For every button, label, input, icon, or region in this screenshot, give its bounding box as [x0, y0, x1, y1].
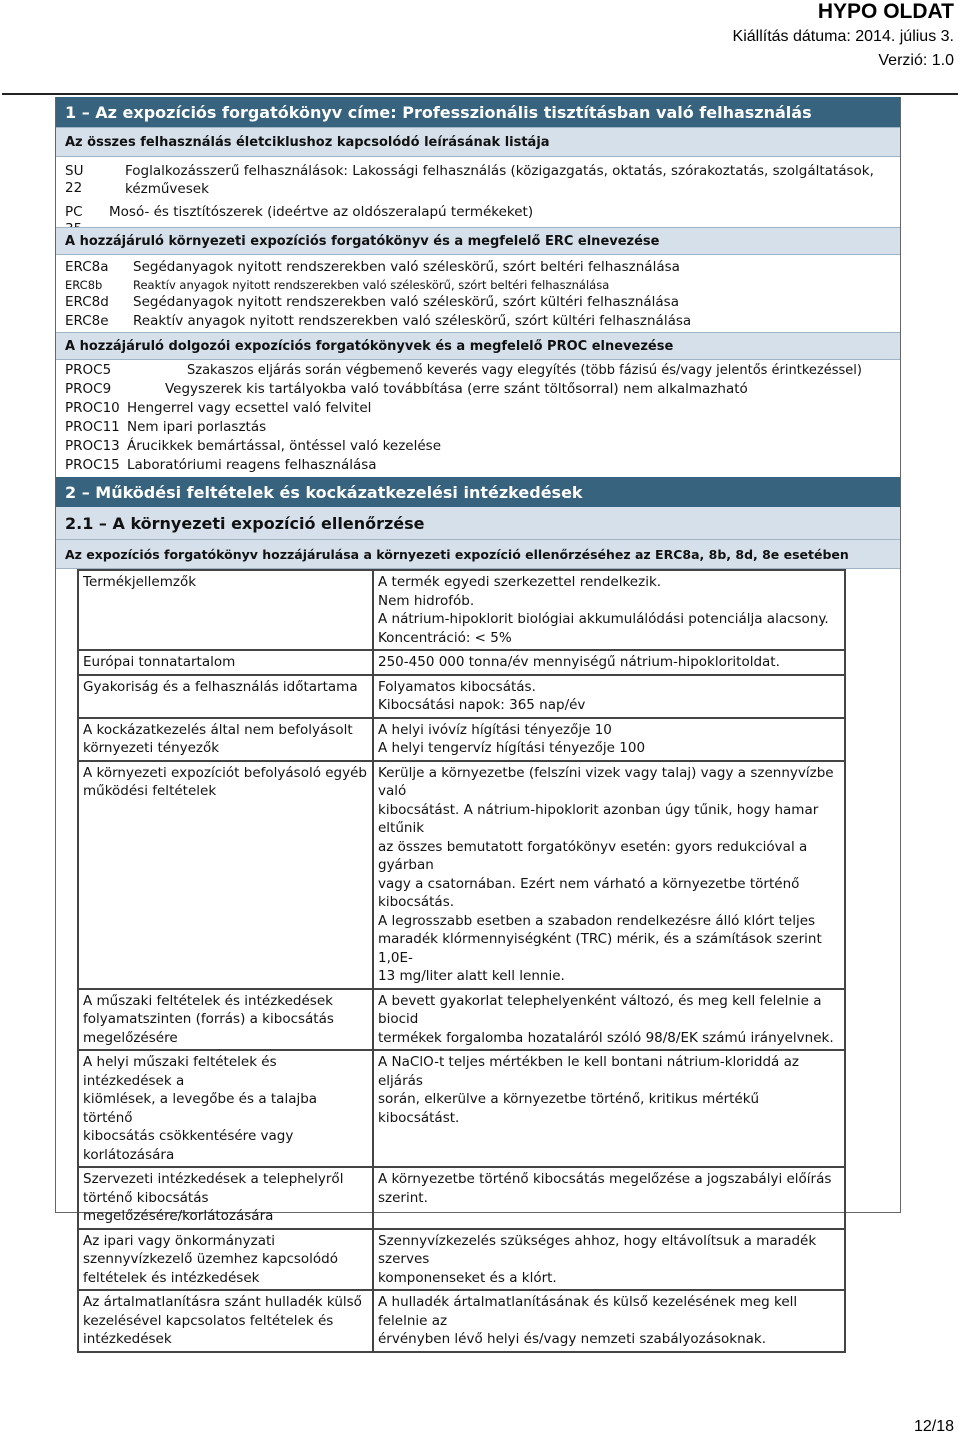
condition-label-line: Az ártalmatlanításra szánt hulladék külső	[83, 1294, 362, 1310]
condition-label	[78, 650, 373, 675]
condition-value-line: A nátrium-hipoklorit biológiai akkumulálódási potenciálja alacsony.	[378, 611, 829, 627]
proc-text: Nem ipari porlasztás	[127, 419, 267, 435]
proc-text: Laboratóriumi reagens felhasználása	[127, 457, 377, 473]
table-row	[78, 718, 845, 761]
proc-code: PROC15	[65, 457, 120, 473]
condition-label	[78, 675, 373, 718]
condition-label-line: A kockázatkezelés által nem befolyásolt	[83, 721, 353, 738]
condition-label-line: A műszaki feltételek és intézkedések	[83, 992, 333, 1009]
use-code: PC	[65, 204, 83, 220]
condition-value	[373, 1167, 845, 1229]
erc-text: Reaktív anyagok nyitott rendszerekben való széleskörű, szórt kültéri felhasználása	[133, 313, 692, 329]
exposure-scenario-document	[55, 97, 901, 1347]
condition-value-line: A helyi tengervíz hígítási tényezője 100	[378, 740, 646, 756]
condition-value-line: Kibocsátási napok: 365 nap/év	[378, 697, 586, 713]
condition-value-line: A legrosszabb esetben a szabadon rendelkezésre álló klórt teljes	[378, 912, 816, 929]
condition-label-line: megelőzésére/korlátozására	[83, 1208, 274, 1224]
condition-value-line: A helyi ivóvíz hígítási tényezője 10	[378, 721, 612, 738]
use-code: SU 22	[65, 163, 84, 196]
condition-label-line: intézkedések	[83, 1331, 172, 1347]
condition-label-line: történő kibocsátás	[83, 1189, 209, 1206]
table-row	[78, 761, 845, 989]
condition-value	[373, 1050, 845, 1167]
condition-label-line: kezelésével kapcsolatos feltételek és	[83, 1312, 334, 1329]
table-row	[78, 570, 845, 650]
proc-text: Vegyszerek kis tartályokba való továbbítása (erre szánt töltősorral) nem alkalmazható	[165, 381, 748, 397]
section1-title: 1 – Az expozíciós forgatókönyv címe: Professzionális tisztításban való felhasználás	[56, 97, 900, 127]
condition-value-line: érvényben lévő helyi és/vagy nemzeti szabályozásoknak.	[378, 1331, 767, 1347]
table-row	[78, 1229, 845, 1291]
proc-text: Árucikkek bemártással, öntéssel való kezelése	[127, 438, 441, 454]
condition-value-line: vagy a csatornában. Ezért nem várható a környezetbe történő kibocsátás.	[378, 875, 800, 910]
erc-code: ERC8b	[65, 278, 103, 292]
condition-label-line: A környezeti expozíciót befolyásoló egyéb	[83, 764, 367, 781]
condition-label-line: folyamatszinten (forrás) a kibocsátás	[83, 1011, 334, 1027]
use-text: Mosó- és tisztítószerek (ideértve az oldószeralapú termékeket)	[109, 204, 534, 220]
condition-label-line: működési feltételek	[83, 783, 217, 799]
condition-value-line: A NaClO-t teljes mértékben le kell bontani nátrium-kloriddá az eljárás	[378, 1054, 799, 1089]
condition-label	[78, 989, 373, 1051]
condition-label-line: kibocsátás csökkentésére vagy	[83, 1128, 294, 1144]
proc-text: Hengerrel vagy ecsettel való felvitel	[127, 400, 372, 416]
table-row	[78, 1050, 845, 1167]
condition-value	[373, 570, 845, 650]
condition-value-line: termékek forgalomba hozataláról szóló 98/8/EK számú irányelvnek.	[378, 1029, 834, 1046]
environmental-exposure-table	[77, 569, 846, 1353]
issue-date: Kiállítás dátuma: 2014. július 3.	[732, 28, 954, 45]
condition-value	[373, 989, 845, 1051]
condition-value	[373, 650, 845, 675]
erc-code: ERC8a	[65, 259, 109, 275]
lifecycle-heading: Az összes felhasználás életciklushoz kapcsolódó leírásának listája	[56, 127, 900, 157]
condition-value-line: Nem hidrofób.	[378, 592, 475, 609]
header-divider	[2, 93, 958, 95]
page-number: 12/18	[913, 1418, 954, 1435]
table-row	[78, 1290, 845, 1352]
erc-heading: A hozzájáruló környezeti expozíciós forgatókönyv és a megfelelő ERC elnevezése	[56, 227, 900, 255]
proc-code: PROC10	[65, 400, 120, 416]
condition-value	[373, 1290, 845, 1352]
condition-label-line: megelőzésére	[83, 1029, 178, 1046]
erc-code: ERC8d	[65, 294, 109, 310]
table-row	[78, 1167, 845, 1229]
proc-text: Szakaszos eljárás során végbemenő keverés vagy elegyítés (több fázisú és/vagy jelentős érintkezéssel)	[187, 363, 862, 378]
erc-text: Segédanyagok nyitott rendszerekben való széleskörű, szórt kültéri felhasználása	[133, 294, 679, 310]
erc-text: Reaktív anyagok nyitott rendszerekben való széleskörű, szórt beltéri felhasználása	[133, 278, 610, 292]
condition-value-line: Koncentráció: < 5%	[378, 629, 512, 646]
condition-value-line: A bevett gyakorlat telephelyenként változó, és meg kell felelnie a biocid	[378, 992, 822, 1027]
section2-1-title: 2.1 – A környezeti expozíció ellenőrzése	[56, 507, 900, 539]
condition-value-line: Kerülje a környezetbe (felszíni vizek vagy talaj) vagy a szennyvízbe való	[378, 764, 834, 799]
condition-value-line: Szennyvízkezelés szükséges ahhoz, hogy eltávolítsuk a maradék szerves	[378, 1232, 817, 1267]
condition-value-line: az összes bemutatott forgatókönyv esetén: gyors redukcióval a gyárban	[378, 838, 808, 873]
condition-value-line: szerint.	[378, 1189, 428, 1206]
condition-label	[78, 570, 373, 650]
condition-value	[373, 1229, 845, 1291]
condition-value-line: komponenseket és a klórt.	[378, 1269, 557, 1286]
condition-value	[373, 718, 845, 761]
condition-label	[78, 761, 373, 989]
version: Verzió: 1.0	[878, 52, 954, 69]
document-title: HYPO OLDAT	[817, 0, 954, 23]
condition-value-line: 250-450 000 tonna/év mennyiségű nátrium-hipokloritoldat.	[378, 654, 780, 670]
use-text: kézművesek	[125, 181, 209, 197]
condition-label	[78, 1050, 373, 1167]
erc-text: Segédanyagok nyitott rendszerekben való széleskörű, szórt beltéri felhasználása	[133, 259, 680, 275]
condition-value-line: A termék egyedi szerkezettel rendelkezik.	[378, 574, 662, 590]
use-text: Foglalkozásszerű felhasználások: Lakossági felhasználás (közigazgatás, oktatás, szórakoztatás, szolgáltatások,	[125, 163, 874, 179]
condition-value-line: maradék klórmennyiségként (TRC) mérik, és a számítások szerint 1,0E-	[378, 931, 822, 966]
condition-label-line: Gyakoriság és a felhasználás időtartama	[83, 678, 358, 695]
proc-code: PROC11	[65, 419, 120, 435]
condition-label-line: Szervezeti intézkedések a telephelyről	[83, 1171, 344, 1187]
condition-label	[78, 1167, 373, 1229]
condition-value-line: A hulladék ártalmatlanításának és külső kezelésének meg kell felelnie az	[378, 1294, 798, 1329]
condition-label-line: Az ipari vagy önkormányzati	[83, 1232, 276, 1249]
condition-label-line: Termékjellemzők	[83, 574, 197, 590]
proc-code: PROC5	[65, 362, 112, 378]
table-row	[78, 650, 845, 675]
proc-code: PROC13	[65, 438, 120, 454]
condition-label-line: Európai tonnatartalom	[83, 654, 236, 670]
condition-value-line: Folyamatos kibocsátás.	[378, 678, 536, 695]
table-row	[78, 675, 845, 718]
condition-value-line: kibocsátást. A nátrium-hipoklorit azonban úgy tűnik, hogy hamar eltűnik	[378, 801, 819, 836]
condition-label	[78, 1290, 373, 1352]
condition-label-line: A helyi műszaki feltételek és intézkedések a	[83, 1054, 277, 1089]
condition-label	[78, 1229, 373, 1291]
condition-label-line: korlátozására	[83, 1146, 175, 1163]
condition-label-line: kiömlések, a levegőbe és a talajba történő	[83, 1091, 318, 1126]
condition-label-line: környezeti tényezők	[83, 740, 220, 756]
proc-heading: A hozzájáruló dolgozói expozíciós forgatókönyvek és a megfelelő PROC elnevezése	[56, 332, 900, 360]
condition-label	[78, 718, 373, 761]
condition-value-line: 13 mg/liter alatt kell lennie.	[378, 968, 565, 984]
section2-title: 2 – Működési feltételek és kockázatkezelési intézkedések	[56, 477, 900, 507]
condition-label-line: szennyvízkezelő üzemhez kapcsolódó	[83, 1251, 339, 1267]
contribution-heading: Az expozíciós forgatókönyv hozzájárulása a környezeti expozíció ellenőrzéséhez az ERC8a, 8b, 8d, 8e esetében	[56, 539, 900, 569]
condition-label-line: feltételek és intézkedések	[83, 1269, 260, 1286]
condition-value	[373, 761, 845, 989]
erc-code: ERC8e	[65, 313, 109, 329]
proc-code: PROC9	[65, 381, 112, 397]
condition-value-line: A környezetbe történő kibocsátás megelőzése a jogszabályi előírás	[378, 1171, 832, 1187]
condition-value-line: során, elkerülve a környezetbe történő, kritikus mértékű kibocsátást.	[378, 1091, 760, 1126]
condition-value	[373, 675, 845, 718]
table-row	[78, 989, 845, 1051]
